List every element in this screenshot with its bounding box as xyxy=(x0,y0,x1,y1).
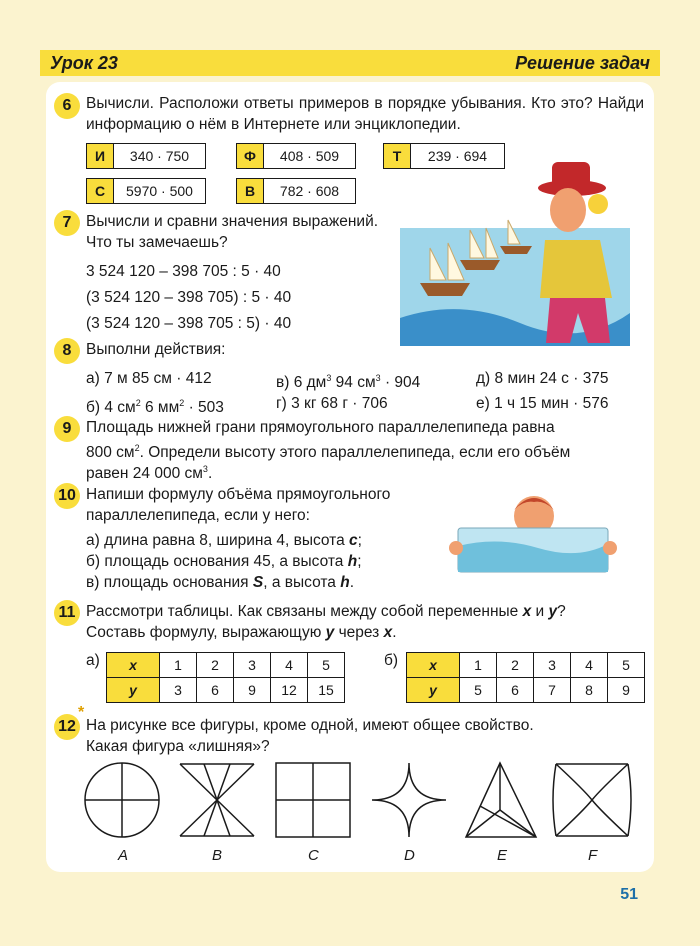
item-v: в) 6 $дм^3$ 94 $см^3 \cdot 904$ xyxy=(276,373,421,392)
task-11-line2: Составь формулу, выражающую y через x. xyxy=(86,624,397,641)
item-d: д) 8 мин 24 с · 375 xyxy=(476,370,609,387)
item-b: б) 4 $см^2$ 6 $мм^2 \cdot 503$ xyxy=(86,398,224,417)
figure-e-triangle-icon xyxy=(466,763,536,837)
figure-label: A xyxy=(118,847,129,864)
task-10-line2: параллелепипеда, если у него: xyxy=(86,507,310,524)
lesson-topic: Решение задач xyxy=(515,52,650,73)
figure-label: E xyxy=(497,847,508,864)
task-11-number: 11 xyxy=(54,600,80,626)
pirate-figure-icon xyxy=(538,162,612,343)
expression-2: (3 524 120 – 398 705) : 5 · 40 xyxy=(86,289,292,306)
figure-label: C xyxy=(308,847,319,864)
lesson-number: Урок 23 xyxy=(50,52,118,73)
task-6-text: Вычисли. Расположи ответы примеров в порядке убывания. Кто это? Найди информацию о нём в Интернете или энциклопедии. xyxy=(86,95,644,133)
task-10-c: в) площадь основания S, а высота h. xyxy=(86,574,354,591)
task-10-number: 10 xyxy=(54,483,80,509)
figure-a-circle-icon xyxy=(85,763,159,837)
item-a: а) 7 м 85 см · 412 xyxy=(86,370,212,387)
task-10-line1: Напиши формулу объёма прямоугольного xyxy=(86,486,391,503)
answer-box: И 340 · 750 xyxy=(86,143,206,169)
task-9-line2: 800 $см^2$. Определи высоту этого параллелепипеда, если его объём xyxy=(86,443,571,462)
figure-f-arcs-icon xyxy=(553,764,631,836)
figure-d-star-icon xyxy=(372,763,446,837)
task-9-line1: Площадь нижней грани прямоугольного параллелепипеда равна xyxy=(86,419,555,436)
table-a: x 1 2 3 4 5 y 3 6 9 12 15 xyxy=(106,652,345,703)
lesson-header xyxy=(40,50,660,76)
expression-3: (3 524 120 – 398 705 : 5) · 40 xyxy=(86,315,292,332)
task-7-number: 7 xyxy=(54,210,80,236)
answer-box: В 782 · 608 xyxy=(236,178,356,204)
task-6-number: 6 xyxy=(54,93,80,119)
task-8-number: 8 xyxy=(54,338,80,364)
figures-row xyxy=(80,760,640,840)
task-9-line3: равен 24 000 $см^3$. xyxy=(86,464,213,483)
task-12-line1: На рисунке все фигуры, кроме одной, имеют общее свойство. xyxy=(86,717,534,734)
table-b-label: б) xyxy=(384,652,399,669)
figure-label: D xyxy=(404,847,415,864)
answer-box: С 5970 · 500 xyxy=(86,178,206,204)
pirate-ships-illustration xyxy=(400,148,630,346)
task-8-text: Выполни действия: xyxy=(86,341,226,358)
table-b: x 1 2 3 4 5 y 5 6 7 8 9 xyxy=(406,652,645,703)
answer-box: Ф 408 · 509 xyxy=(236,143,356,169)
task-7-question: Что ты замечаешь? xyxy=(86,234,228,251)
figure-label: B xyxy=(212,847,223,864)
table-a-label: а) xyxy=(86,652,100,669)
task-7-text: Вычисли и сравни значения выражений. xyxy=(86,213,379,230)
figure-label: F xyxy=(588,847,598,864)
item-g: г) 3 кг 68 г · 706 xyxy=(276,395,388,412)
task-12-line2: Какая фигура «лишняя»? xyxy=(86,738,270,755)
figure-c-square-icon xyxy=(276,763,350,837)
task-9-number: 9 xyxy=(54,416,80,442)
aquarium-illustration xyxy=(448,488,618,588)
task-12-number: 12 xyxy=(54,714,80,740)
page-number: 51 xyxy=(620,886,638,903)
task-10-b: б) площадь основания 45, а высота h; xyxy=(86,553,362,570)
star-mark: * xyxy=(78,704,85,721)
expression-1: 3 524 120 – 398 705 : 5 · 40 xyxy=(86,263,281,280)
item-e: е) 1 ч 15 мин · 576 xyxy=(476,395,609,412)
answer-box: Т 239 · 694 xyxy=(383,143,505,169)
figure-b-hourglass-icon xyxy=(180,764,254,836)
task-10-a: а) длина равна 8, ширина 4, высота c; xyxy=(86,532,362,549)
task-11-line1: Рассмотри таблицы. Как связаны между собой переменные x и y? xyxy=(86,603,566,620)
